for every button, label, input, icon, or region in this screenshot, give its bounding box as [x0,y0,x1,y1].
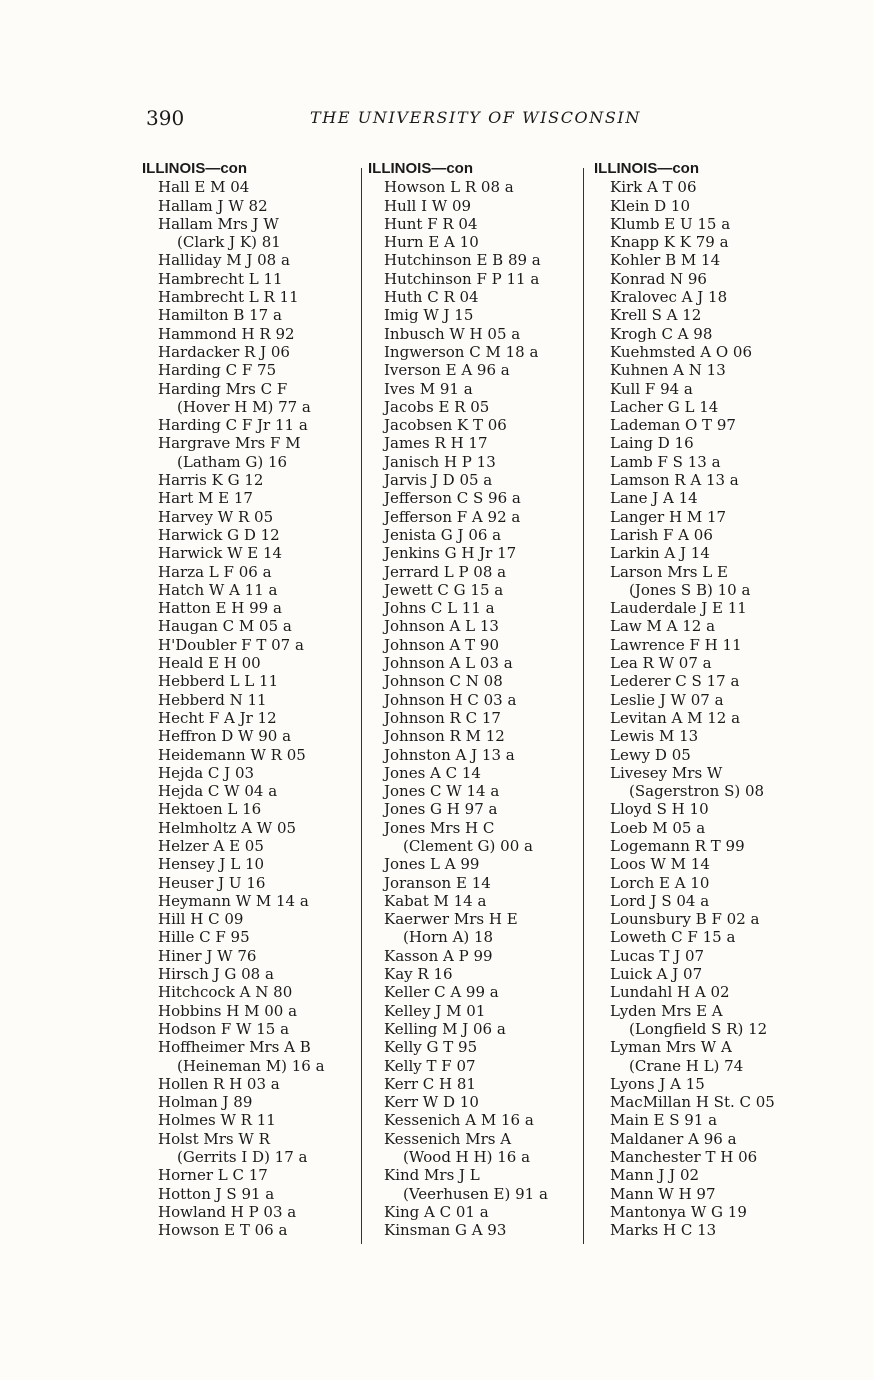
column-2 [368,160,588,1240]
directory-entry: Krell S A 12 [610,306,702,325]
directory-entry: Hotton J S 91 a [158,1184,275,1203]
directory-entry: Heuser J U 16 [158,873,266,892]
directory-entry: Kinsman G A 93 [384,1221,507,1240]
directory-entry: Lamson R A 13 a [610,471,739,490]
directory-entry: Lyden Mrs E A [610,1001,723,1020]
directory-entry: (Clement G) 00 a [403,836,533,855]
directory-entry: (Horn A) 18 [403,928,494,947]
directory-entry: Kaerwer Mrs H E [384,910,518,929]
directory-entry: MacMillan H St. C 05 [610,1093,775,1112]
directory-entry: Hall E M 04 [158,178,250,197]
column-3 [594,160,814,1240]
directory-entry: Hardacker R J 06 [158,342,290,361]
page-header [0,106,874,136]
directory-entry: Haugan C M 05 a [158,617,292,636]
directory-entry: Hejda C W 04 a [158,782,278,801]
directory-entry: Jenista G J 06 a [384,525,502,544]
directory-entry: Jones Mrs H C [384,818,495,837]
directory-entry: Harvey W R 05 [158,507,274,526]
directory-entry: Howson E T 06 a [158,1221,288,1240]
column-divider [583,168,584,1244]
directory-entry: Joranson E 14 [384,873,491,892]
directory-entry: (Crane H L) 74 [629,1056,744,1075]
directory-entry: Knapp K K 79 a [610,233,729,252]
directory-entry: Mann W H 97 [610,1184,716,1203]
directory-entry: Lademan O T 97 [610,416,736,435]
directory-entry: Janisch H P 13 [384,452,496,471]
directory-entry: Hutchinson E B 89 a [384,251,541,270]
directory-entry: Kohler B M 14 [610,251,721,270]
directory-entry: Logemann R T 99 [610,836,745,855]
directory-entry: (Gerrits I D) 17 a [177,1148,308,1167]
directory-entry: Jerrard L P 08 a [384,562,507,581]
directory-entry: Lloyd S H 10 [610,800,709,819]
directory-entry: Heidemann W R 05 [158,745,306,764]
directory-entry: Johnson A L 03 a [384,654,513,673]
directory-entry: Hobbins H M 00 a [158,1001,298,1020]
column-divider [361,168,362,1244]
directory-entry: Hiner J W 76 [158,946,257,965]
directory-entry: Jones A C 14 [384,763,481,782]
directory-entry: Halliday M J 08 a [158,251,290,270]
directory-entry: Hirsch J G 08 a [158,965,274,984]
column-heading: ILLINOIS—con [594,160,699,177]
directory-entry: Kirk A T 06 [610,178,697,197]
directory-entry: Maldaner A 96 a [610,1129,737,1148]
directory-entry: Hill H C 09 [158,910,244,929]
directory-entry: Lewy D 05 [610,745,691,764]
directory-entry: Hitchcock A N 80 [158,983,293,1002]
directory-entry: Kabat M 14 a [384,891,487,910]
directory-entry: Kelly G T 95 [384,1038,478,1057]
directory-entry: Hallam J W 82 [158,196,268,215]
directory-entry: Lamb F S 13 a [610,452,721,471]
directory-entry: Loeb M 05 a [610,818,706,837]
directory-entry: Harwick G D 12 [158,525,280,544]
directory-entry: Harwick W E 14 [158,544,283,563]
page-number: 390 [146,106,185,130]
directory-entry: Larish F A 06 [610,525,713,544]
directory-entry: (Hover H M) 77 a [177,397,311,416]
directory-entry: Kasson A P 99 [384,946,493,965]
directory-entry: Larkin A J 14 [610,544,710,563]
directory-entry: Kessenich Mrs A [384,1129,512,1148]
directory-entry: Lawrence F H 11 [610,635,742,654]
directory-entry: Lyman Mrs W A [610,1038,732,1057]
directory-entry: Lane J A 14 [610,489,698,508]
directory-entry: Jones L A 99 [384,855,480,874]
directory-entry: Ingwerson C M 18 a [384,342,539,361]
directory-entry: Howson L R 08 a [384,178,514,197]
directory-entry: Johnson R C 17 [384,708,501,727]
directory-entry: Lederer C S 17 a [610,672,740,691]
directory-entry: Keller C A 99 a [384,983,499,1002]
directory-entry: Langer H M 17 [610,507,727,526]
directory-entry: Harding Mrs C F [158,379,288,398]
directory-entry: Hensey J L 10 [158,855,265,874]
directory-entry: Luick A J 07 [610,965,703,984]
column-heading: ILLINOIS—con [142,160,247,177]
directory-entry: Lacher G L 14 [610,397,719,416]
directory-entry: Hunt F R 04 [384,214,478,233]
running-title: THE UNIVERSITY OF WISCONSIN [310,108,641,127]
directory-entry: Huth C R 04 [384,288,479,307]
directory-entry: Kay R 16 [384,965,453,984]
directory-entry: Hebberd L L 11 [158,672,279,691]
directory-entry: Jones C W 14 a [384,782,500,801]
directory-entry: Hamilton B 17 a [158,306,282,325]
directory-entry: Hektoen L 16 [158,800,262,819]
directory-entry: Jacobsen K T 06 [384,416,507,435]
directory-entry: (Veerhusen E) 91 a [403,1184,548,1203]
directory-entry: Johnson R M 12 [384,727,505,746]
directory-entry: Hatch W A 11 a [158,580,278,599]
directory-entry: Kuehmsted A O 06 [610,342,753,361]
directory-entry: Mann J J 02 [610,1166,700,1185]
directory-entry: Harris K G 12 [158,471,264,490]
directory-entry: Hille C F 95 [158,928,250,947]
directory-entry: Marks H C 13 [610,1221,717,1240]
directory-entry: Kelly T F 07 [384,1056,476,1075]
directory-entry: Kerr C H 81 [384,1074,476,1093]
directory-entry: Leslie J W 07 a [610,690,724,709]
directory-entry: Larson Mrs L E [610,562,728,581]
directory-entry: King A C 01 a [384,1202,489,1221]
directory-entry: Johnston A J 13 a [384,745,515,764]
directory-entry: (Clark J K) 81 [177,233,281,252]
directory-entry: Hammond H R 92 [158,324,295,343]
directory-entry: Jacobs E R 05 [384,397,490,416]
directory-entry: Horner L C 17 [158,1166,268,1185]
directory-entry: Kelling M J 06 a [384,1019,506,1038]
directory-entry: Loweth C F 15 a [610,928,736,947]
directory-entry: Hambrecht L R 11 [158,288,299,307]
directory-entry: Konrad N 96 [610,269,707,288]
directory-entry: Harza L F 06 a [158,562,272,581]
directory-entry: Main E S 91 a [610,1111,718,1130]
directory-entry: (Sagerstron S) 08 [629,782,765,801]
directory-entry: Law M A 12 a [610,617,716,636]
directory-entry: Levitan A M 12 a [610,708,741,727]
directory-entry: (Longfield S R) 12 [629,1019,768,1038]
directory-entry: Heald E H 00 [158,654,261,673]
directory-entry: Jewett C G 15 a [384,580,504,599]
directory-entry: Helzer A E 05 [158,836,264,855]
directory-entry: Johnson A T 90 [384,635,499,654]
directory-entry: Howland H P 03 a [158,1202,297,1221]
directory-entry: Jefferson F A 92 a [384,507,521,526]
directory-entry: Loos W M 14 [610,855,710,874]
directory-entry: Hejda C J 03 [158,763,255,782]
directory-entry: James R H 17 [384,434,488,453]
column-1 [142,160,362,1240]
directory-entry: Lounsbury B F 02 a [610,910,760,929]
directory-entry: Jones G H 97 a [384,800,498,819]
directory-entry: Hargrave Mrs F M [158,434,301,453]
directory-entry: Hebberd N 11 [158,690,267,709]
directory-entry: Lucas T J 07 [610,946,705,965]
directory-entry: Harding C F 75 [158,361,277,380]
directory-entry: H'Doubler F T 07 a [158,635,304,654]
directory-entry: Iverson E A 96 a [384,361,510,380]
directory-entry: Lyons J A 15 [610,1074,705,1093]
directory-entry: Kull F 94 a [610,379,693,398]
directory-entry: Hodson F W 15 a [158,1019,290,1038]
directory-entry: Heymann W M 14 a [158,891,309,910]
directory-entry: Laing D 16 [610,434,694,453]
directory-entry: Helmholtz A W 05 [158,818,297,837]
directory-entry: Lorch E A 10 [610,873,710,892]
directory-entry: Jefferson C S 96 a [384,489,521,508]
directory-entry: Manchester T H 06 [610,1148,758,1167]
directory-entry: Johnson C N 08 [384,672,503,691]
directory-entry: Imig W J 15 [384,306,474,325]
directory-entry: Livesey Mrs W [610,763,723,782]
directory-entry: Hollen R H 03 a [158,1074,280,1093]
directory-entry: Harding C F Jr 11 a [158,416,308,435]
directory-entry: Hatton E H 99 a [158,599,282,618]
directory-entry: Inbusch W H 05 a [384,324,521,343]
directory-entry: Hurn E A 10 [384,233,479,252]
directory-entry: Jenkins G H Jr 17 [384,544,517,563]
directory-entry: Heffron D W 90 a [158,727,292,746]
directory-entry: Hambrecht L 11 [158,269,283,288]
directory-entry: Kerr W D 10 [384,1093,479,1112]
directory-entry: (Heineman M) 16 a [177,1056,325,1075]
directory-entry: Hull I W 09 [384,196,472,215]
directory-entry: Krogh C A 98 [610,324,713,343]
directory-entry: Hecht F A Jr 12 [158,708,277,727]
column-heading: ILLINOIS—con [368,160,473,177]
directory-entry: Ives M 91 a [384,379,473,398]
directory-entry: Klumb E U 15 a [610,214,731,233]
directory-entry: Johns C L 11 a [384,599,495,618]
directory-entry: Kessenich A M 16 a [384,1111,534,1130]
directory-entry: Johnson A L 13 [384,617,499,636]
directory-entry: Hoffheimer Mrs A B [158,1038,311,1057]
directory-entry: Kelley J M 01 [384,1001,486,1020]
directory-entry: Lord J S 04 a [610,891,710,910]
directory-entry: Kuhnen A N 13 [610,361,726,380]
directory-entry: Lauderdale J E 11 [610,599,747,618]
directory-entry: Hutchinson F P 11 a [384,269,540,288]
directory-entry: (Jones S B) 10 a [629,580,751,599]
directory-entry: Johnson H C 03 a [384,690,517,709]
directory-entry: Holman J 89 [158,1093,253,1112]
directory-entry: Hart M E 17 [158,489,253,508]
directory-entry: Hallam Mrs J W [158,214,279,233]
directory-entry: Kind Mrs J L [384,1166,480,1185]
directory-entry: Lea R W 07 a [610,654,712,673]
directory-entry: Klein D 10 [610,196,690,215]
directory-entry: Mantonya W G 19 [610,1202,747,1221]
directory-entry: Lewis M 13 [610,727,699,746]
directory-entry: Jarvis J D 05 a [384,471,493,490]
directory-entry: (Latham G) 16 [177,452,288,471]
directory-entry: Kralovec A J 18 [610,288,728,307]
directory-entry: (Wood H H) 16 a [403,1148,531,1167]
directory-entry: Holmes W R 11 [158,1111,276,1130]
directory-entry: Lundahl H A 02 [610,983,730,1002]
directory-entry: Holst Mrs W R [158,1129,270,1148]
